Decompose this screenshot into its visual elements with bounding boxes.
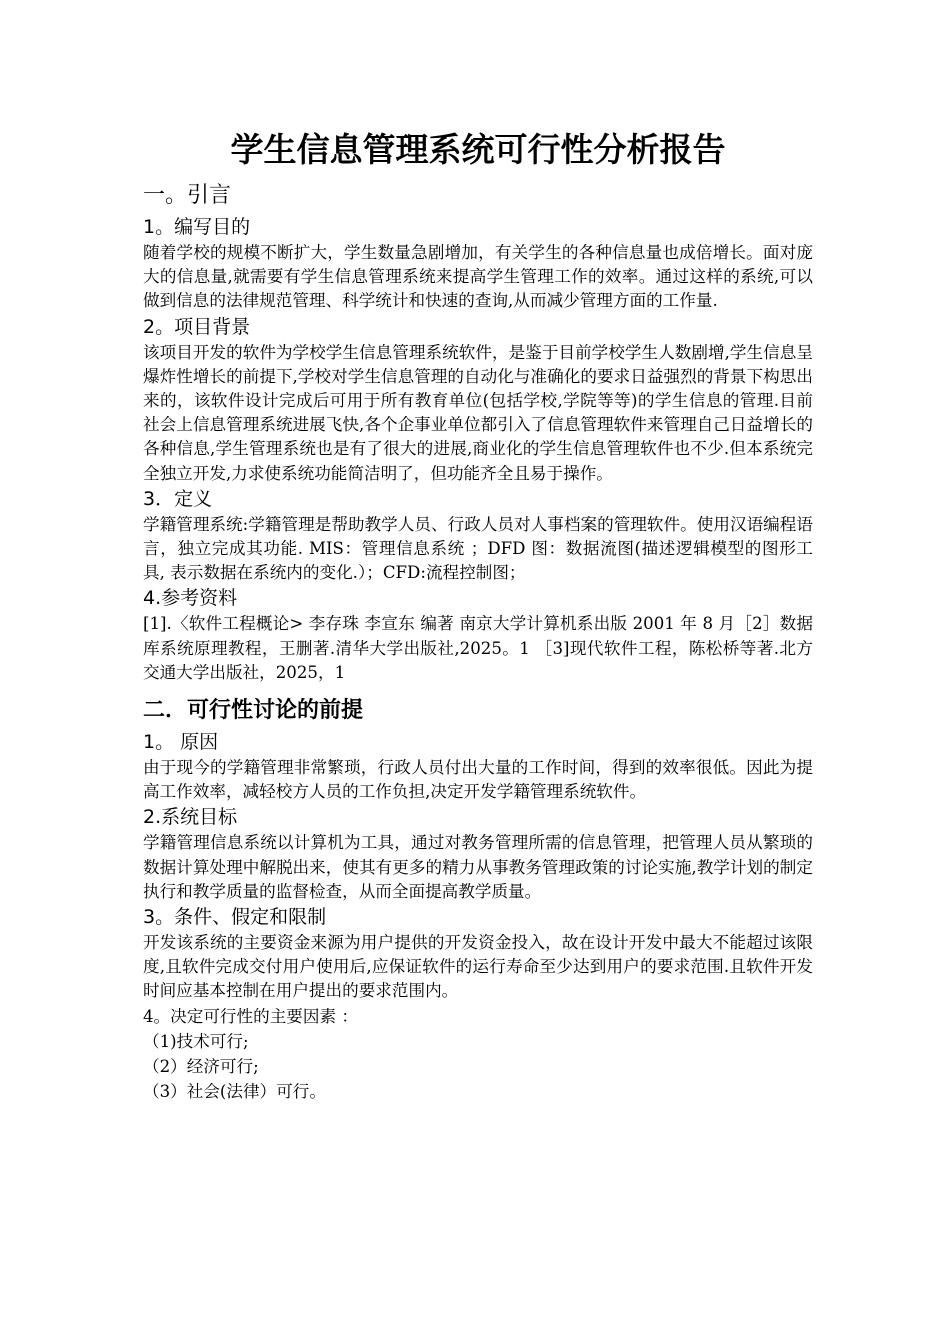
subsection-heading-background: 2。项目背景 — [143, 315, 251, 338]
subsection-heading-reason: 1。 原因 — [143, 731, 219, 754]
paragraph-definitions: 学籍管理系统:学籍管理是帮助教学人员、行政人员对人事档案的管理软件。使用汉语编程语言，独立完成其功能. MIS：管理信息系统 ；DFD 图：数据流图(描述逻辑模型的图形工具, 表示数据在系统内的变化.）；CFD:流程控制图； — [143, 514, 813, 583]
list-item: （1)技术可行; — [143, 1031, 249, 1051]
subsection-heading-definitions: 3．定义 — [143, 487, 213, 510]
list-item: （2）经济可行; — [143, 1056, 259, 1076]
subsection-heading-conditions: 3。条件、假定和限制 — [143, 906, 327, 929]
subsection-heading-references: 4.参考资料 — [143, 587, 238, 610]
paragraph-background: 该项目开发的软件为学校学生信息管理系统软件，是鉴于目前学校学生人数剧增,学生信息呈爆炸性增长的前提下,学校对学生信息管理的自动化与准确化的要求日益强烈的背景下构思出来的，该软件设计完成后可用于所有教育单位(包括学校,学院等等)的学生信息的管理.目前社会上信息管理系统进展飞快,各个企事业单位都引入了信息管理软件来管理自己日益增长的各种信息,学生管理系统也是有了很大的进展,商业化的学生信息管理软件也不少.但本系统完全独立开发,力求使系统功能简洁明了，但功能齐全且易于操作。 — [143, 342, 813, 483]
paragraph-purpose: 随着学校的规模不断扩大，学生数量急剧增加，有关学生的各种信息量也成倍增长。面对庞大的信息量,就需要有学生信息管理系统来提高学生管理工作的效率。通过这样的系统,可以做到信息的法律规范管理、科学统计和快速的查询,从而减少管理方面的工作量. — [143, 243, 813, 311]
subsection-heading-purpose: 1。编写目的 — [143, 216, 251, 238]
section-heading-feasibility-premise: 二．可行性讨论的前提 — [143, 698, 364, 724]
paragraph-references: [1].〈软件工程概论> 李存珠 李宣东 编著 南京大学计算机系出版 2001 年 8 月［2］数据库系统原理教程，王删著.清华大学出版社,2025。1 ［3]现代软件工程，陈松桥等著.北方交通大学出版社，2025，1 — [143, 614, 813, 682]
list-item: （3）社会(法律）可行。 — [143, 1081, 326, 1101]
document-page — [143, 124, 813, 1104]
subsection-heading-key-factors: 4。决定可行性的主要因素 ： — [143, 1006, 358, 1026]
section-heading-introduction: 一。引言 — [143, 183, 232, 208]
subsection-heading-system-goals: 2.系统目标 — [143, 806, 238, 829]
paragraph-reason: 由于现今的学籍管理非常繁琐，行政人员付出大量的工作时间，得到的效率很低。因此为提高工作效率，减轻校方人员的工作负担,决定开发学籍管理系统软件。 — [143, 758, 813, 802]
paragraph-conditions: 开发该系统的主要资金来源为用户提供的开发资金投入，故在设计开发中最大不能超过该限度,且软件完成交付用户使用后,应保证软件的运行寿命至少达到用户的要求范围.且软件开发时间应基本控制在用户提出的要求范围内。 — [143, 933, 813, 1001]
spacer — [143, 685, 813, 691]
document-title: 学生信息管理系统可行性分析报告 — [230, 130, 726, 169]
paragraph-system-goals: 学籍管理信息系统以计算机为工具，通过对教务管理所需的信息管理，把管理人员从繁琐的数据计算处理中解脱出来，使其有更多的精力从事教务管理政策的讨论实施,教学计划的制定执行和教学质量的监督检查，从而全面提高教学质量。 — [143, 833, 813, 901]
